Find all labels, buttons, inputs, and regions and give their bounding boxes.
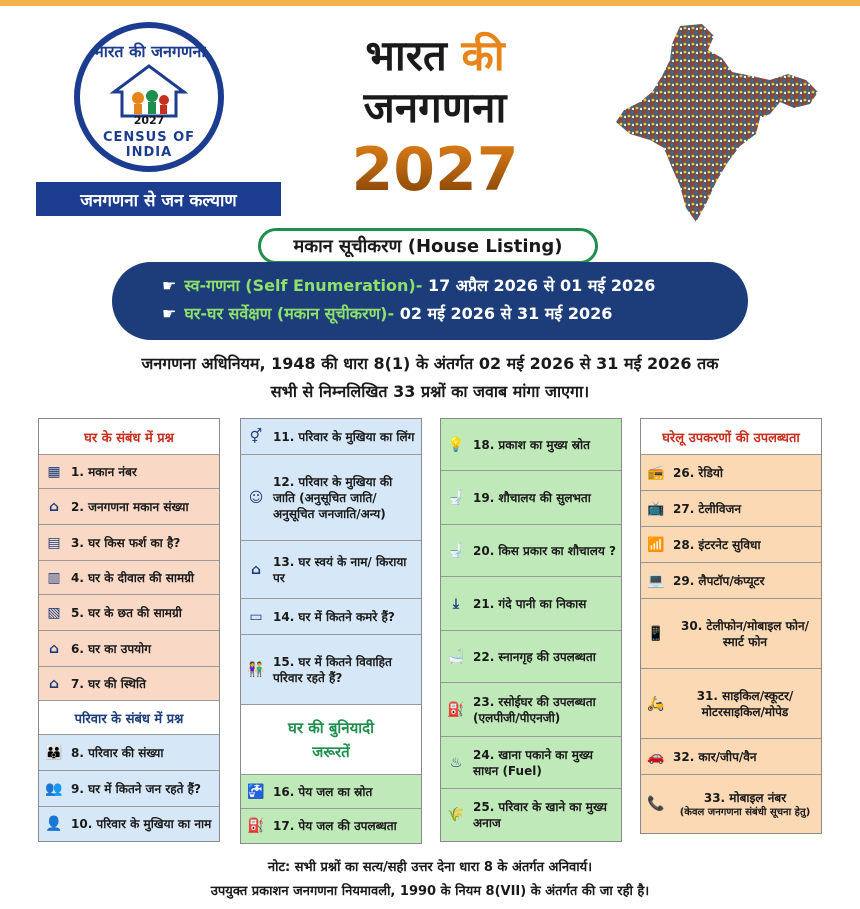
list-item: 👪 8. परिवार की संख्या — [39, 735, 219, 771]
logo-year: 2027 — [133, 114, 165, 127]
intro-line1: जनगणना अधिनियम, 1948 की धारा 8(1) के अंतर्गत 02 मई 2026 से 31 मई 2026 तक — [141, 354, 719, 373]
basic-needs-header-text: घर की बुनियादी जरूरतें — [287, 718, 375, 761]
pointing-hand-icon: ☛ — [162, 276, 177, 295]
house-condition-icon: ⌂ — [48, 675, 60, 692]
list-item: ▦ 1. मकान नंबर — [39, 455, 219, 489]
list-item: ▤ 3. घर किस फर्श का है? — [39, 525, 219, 561]
mobile-call-icon: 📞 — [647, 796, 665, 812]
stove-icon: ♨ — [449, 754, 463, 771]
list-item: 🚗 32. कार/जीप/वैन — [641, 739, 821, 775]
brick-wall-icon: ▥ — [47, 569, 61, 586]
scooter-icon: 🛵 — [647, 695, 665, 712]
roof-icon: ▧ — [47, 604, 61, 621]
title-line2: जनगणना — [363, 83, 507, 132]
column-family-questions — [240, 418, 422, 844]
basic-needs-header — [241, 705, 421, 775]
logo-bottom-text: CENSUS OF INDIA — [102, 130, 196, 160]
list-item: 📺 27. टेलीविजन — [641, 491, 821, 527]
list-item: ⚥ 11. परिवार के मुखिया का लिंग — [241, 419, 421, 455]
self-enumeration-line — [162, 272, 748, 300]
list-item: ▧ 5. घर के छत की सामग्री — [39, 595, 219, 631]
list-item: 🛁 22. स्नानगृह की उपलब्धता — [441, 631, 621, 683]
list-item — [641, 775, 821, 833]
list-item: 📱 30. टेलीफोन/मोबाइल फोन/स्मार्ट फोन — [641, 599, 821, 669]
note-line1: नोट: सभी प्रश्नों का सत्य/सही उत्तर देना धारा 8 के अंतर्गत अनिवार्य। — [267, 860, 593, 875]
house-questions-header: घर के संबंध में प्रश्न — [39, 419, 219, 455]
floor-icon: ▤ — [47, 534, 61, 551]
self-enumeration-label: स्व-गणना (Self Enumeration)- — [184, 276, 423, 295]
family-questions-header: परिवार के संबंध में प्रश्न — [39, 701, 219, 735]
radio-icon: 📻 — [647, 464, 665, 481]
house-own-icon: ⌂ — [250, 561, 262, 578]
intro-line2: सभी से निम्नलिखित 33 प्रश्नों का जवाब मांगा जाएगा। — [270, 382, 590, 401]
schedule-banner — [112, 262, 748, 340]
water-can-icon: ⛽ — [247, 818, 265, 834]
footer-note — [60, 856, 800, 904]
list-item: ▭ 14. घर में कितने कमरे हैं? — [241, 599, 421, 635]
list-item: ⌂ 13. घर स्वयं के नाम/ किराया पर — [241, 541, 421, 599]
bulb-icon: 💡 — [447, 436, 465, 453]
top-accent-bar — [0, 0, 860, 6]
title-part2: की — [461, 31, 505, 80]
drain-icon: ⤓ — [452, 595, 460, 612]
tap-icon: 🚰 — [247, 783, 265, 800]
title-year: 2027 — [310, 134, 560, 206]
intro-text — [60, 350, 800, 406]
note-line2: उपयुक्त प्रकाशन जनगणना नियमावली, 1990 के नियम 8(VII) के अंतर्गत की जा रही है। — [210, 884, 650, 899]
list-item: 🚰 16. पेय जल का स्रोत — [241, 775, 421, 809]
caste-icon: ☺ — [248, 489, 264, 506]
list-item: 🛵 31. साइकिल/स्कूटर/ मोटरसाइकिल/मोपेड — [641, 669, 821, 739]
title-part1: भारत — [365, 31, 447, 80]
car-icon: 🚗 — [647, 748, 665, 765]
house-icon: ⌂ — [48, 498, 60, 515]
india-map-icon — [610, 22, 825, 227]
list-item: ⌂ 2. जनगणना मकान संख्या — [39, 489, 219, 525]
list-item: 🚽 19. शौचालय की सुलभता — [441, 471, 621, 525]
list-item: 🚽 20. किस प्रकार का शौचालय ? — [441, 525, 621, 577]
building-icon: ▦ — [47, 463, 61, 480]
list-item: 🌾 25. परिवार के खाने का मुख्य अनाज — [441, 789, 621, 841]
list-item: 👫 15. घर में कितने विवाहित परिवार रहते हैं? — [241, 635, 421, 705]
list-item: ☺ 12. परिवार के मुखिया की जाति (अनुसूचित जाति/ अनुसूचित जनजाति/अन्य) — [241, 455, 421, 541]
self-enumeration-dates: 17 अप्रैल 2026 से 01 मई 2026 — [427, 276, 656, 295]
census-logo — [36, 22, 281, 217]
tv-icon: 📺 — [647, 500, 665, 517]
bed-icon: ▭ — [249, 608, 263, 625]
door-to-door-label: घर-घर सर्वेक्षण (मकान सूचीकरण)- — [184, 304, 395, 323]
logo-top-text: भारत की जनगणना — [92, 42, 206, 61]
gas-cylinder-icon: ⛽ — [447, 701, 465, 718]
door-to-door-line — [162, 300, 748, 328]
list-item: ⛽ 17. पेय जल की उपलब्धता — [241, 809, 421, 843]
list-item: ⌂ 6. घर का उपयोग — [39, 631, 219, 667]
mobile-number-note: (केवल जनगणना संबंधी सूचना हेतु) — [679, 806, 811, 818]
house-listing-label: मकान सूचीकरण (House Listing) — [258, 228, 598, 264]
column-appliances — [640, 418, 822, 834]
toilet-type-icon: 🚽 — [447, 542, 465, 559]
wifi-icon: 📶 — [647, 536, 665, 553]
appliances-header: घरेलू उपकरणों की उपलब्धता — [641, 419, 821, 455]
list-item: ⤓ 21. गंदे पानी का निकास — [441, 577, 621, 631]
grain-icon: 🌾 — [447, 807, 465, 823]
people-icon: 👥 — [45, 780, 63, 797]
family-icon: 👪 — [45, 744, 63, 761]
list-item: 📶 28. इंटरनेट सुविधा — [641, 527, 821, 563]
head-person-icon: 👤 — [45, 816, 63, 832]
bathtub-icon: 🛁 — [447, 648, 465, 665]
list-item: 👤 10. परिवार के मुखिया का नाम — [39, 807, 219, 841]
column-house-questions — [38, 418, 220, 842]
column-basic-needs — [440, 418, 622, 842]
gender-icon: ⚥ — [249, 428, 263, 445]
door-to-door-dates: 02 मई 2026 से 31 मई 2026 — [399, 304, 613, 323]
logo-seal — [74, 22, 224, 172]
pointing-hand-icon: ☛ — [162, 304, 177, 323]
list-item: 👥 9. घर में कितने जन रहते हैं? — [39, 771, 219, 807]
list-item: 📻 26. रेडियो — [641, 455, 821, 491]
mobile-number-label: 33. मोबाइल नंबर — [703, 790, 787, 805]
phone-icon: 📱 — [647, 625, 665, 642]
logo-tagline: जनगणना से जन कल्याण — [36, 182, 281, 216]
list-item: ♨ 24. खाना पकाने का मुख्य साधन (Fuel) — [441, 737, 621, 789]
list-item: ⌂ 7. घर की स्थिति — [39, 667, 219, 701]
couple-icon: 👫 — [247, 661, 265, 678]
laptop-icon: 💻 — [647, 572, 665, 589]
list-item: ▥ 4. घर के दीवाल की सामग्री — [39, 561, 219, 595]
list-item: 💡 18. प्रकाश का मुख्य स्रोत — [441, 419, 621, 471]
page-title — [310, 30, 560, 206]
list-item: 💻 29. लैपटॉप/कंप्यूटर — [641, 563, 821, 599]
house-logo-icon — [110, 62, 188, 118]
list-item: ⛽ 23. रसोईघर की उपलब्धता (एलपीजी/पीएनजी) — [441, 683, 621, 737]
toilet-icon: 🚽 — [447, 489, 465, 506]
house-use-icon: ⌂ — [48, 640, 60, 657]
